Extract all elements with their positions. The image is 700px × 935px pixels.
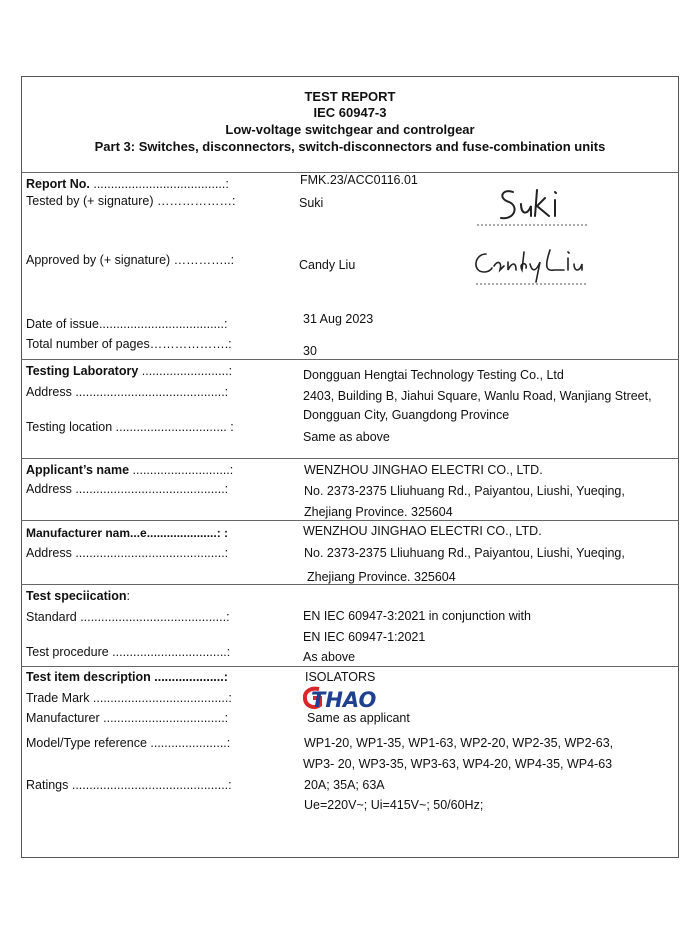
pages-value: 30 [303, 344, 317, 358]
manufacturer-address-label: Address ...........................................: [26, 546, 229, 560]
manufacturer-address-line1: No. 2373-2375 Lliuhuang Rd., Paiyantou, Liushi, Yueqing, [304, 546, 625, 560]
trademark-label: Trade Mark .......................................: [26, 691, 232, 705]
applicant-address-line2: Zhejiang Province. 325604 [304, 505, 453, 519]
thao-logo-text: THAO [311, 688, 377, 711]
spec-label: Test speciication: [26, 589, 130, 603]
testing-location-value: Same as above [303, 430, 390, 444]
procedure-label: Test procedure .................................: [26, 645, 231, 659]
manufacturer-label: Manufacturer nam...e.....................: : [26, 526, 229, 540]
tested-by-value: Suki [299, 196, 324, 210]
ratings-line2: Ue=220V~; Ui=415V~; 50/60Hz; [304, 798, 484, 812]
tested-by-signature [475, 180, 590, 230]
standard-line1: EN IEC 60947-3:2021 in conjunction with [303, 609, 531, 623]
report-no-label: Report No. ......................................: [26, 177, 229, 191]
procedure-value: As above [303, 650, 356, 664]
pages-label: Total number of pages……………….: [26, 337, 232, 351]
divider [21, 520, 679, 521]
applicant-address-line1: No. 2373-2375 Lliuhuang Rd., Paiyantou, Liushi, Yueqing, [304, 484, 625, 498]
approved-by-label: Approved by (+ signature) …………..: [26, 253, 235, 267]
thao-logo [303, 685, 383, 711]
lab-address-line2: Dongguan City, Guangdong Province [303, 408, 510, 422]
manufacturer-address-line2: Zhejiang Province. 325604 [307, 570, 456, 584]
standard-label: Standard ..........................................: [26, 610, 230, 624]
testing-location-label: Testing location ................................ : [26, 420, 234, 434]
standard-line2: EN IEC 60947-1:2021 [303, 630, 426, 644]
standard-title: IEC 60947-3 [313, 105, 387, 120]
applicant-label: Applicant’s name ............................: [26, 463, 234, 477]
lab-label: Testing Laboratory .........................: [26, 364, 233, 378]
divider [21, 666, 679, 667]
approved-by-value: Candy Liu [299, 258, 356, 272]
date-value: 31 Aug 2023 [303, 312, 374, 326]
divider [21, 584, 679, 585]
report-title: TEST REPORT [304, 89, 396, 104]
ratings-label: Ratings .............................................: [26, 778, 232, 792]
item-manufacturer-value: Same as applicant [307, 711, 410, 725]
applicant-address-label: Address ...........................................: [26, 482, 229, 496]
lab-name: Dongguan Hengtai Technology Testing Co., Ltd [303, 368, 564, 382]
ratings-line1: 20A; 35A; 63A [304, 778, 385, 792]
item-manufacturer-label: Manufacturer ...................................: [26, 711, 229, 725]
model-line1: WP1-20, WP1-35, WP1-63, WP2-20, WP2-35, WP2-63, [304, 736, 614, 750]
lab-address-line1: 2403, Building B, Jiahui Square, Wanlu Road, Wanjiang Street, [303, 389, 652, 403]
item-description-label: Test item description ....................: [26, 670, 228, 684]
date-label: Date of issue....................................: [26, 317, 228, 331]
divider [21, 458, 679, 459]
approved-by-signature [470, 238, 590, 288]
manufacturer-name: WENZHOU JINGHAO ELECTRI CO., LTD. [303, 524, 542, 538]
item-description-value: ISOLATORS [305, 670, 376, 684]
model-label: Model/Type reference ......................: [26, 736, 231, 750]
divider [21, 359, 679, 360]
model-line2: WP3- 20, WP3-35, WP3-63, WP4-20, WP4-35, WP4-63 [303, 757, 613, 771]
report-no-value: FMK.23/ACC0116.01 [300, 173, 418, 187]
lab-address-label: Address ...........................................: [26, 385, 229, 399]
tested-by-label: Tested by (+ signature) ………………: [26, 194, 236, 208]
standard-part-title: Part 3: Switches, disconnectors, switch-disconnectors and fuse-combination units [94, 139, 606, 154]
standard-subtitle: Low-voltage switchgear and controlgear [225, 122, 475, 137]
applicant-name: WENZHOU JINGHAO ELECTRI CO., LTD. [304, 463, 543, 477]
